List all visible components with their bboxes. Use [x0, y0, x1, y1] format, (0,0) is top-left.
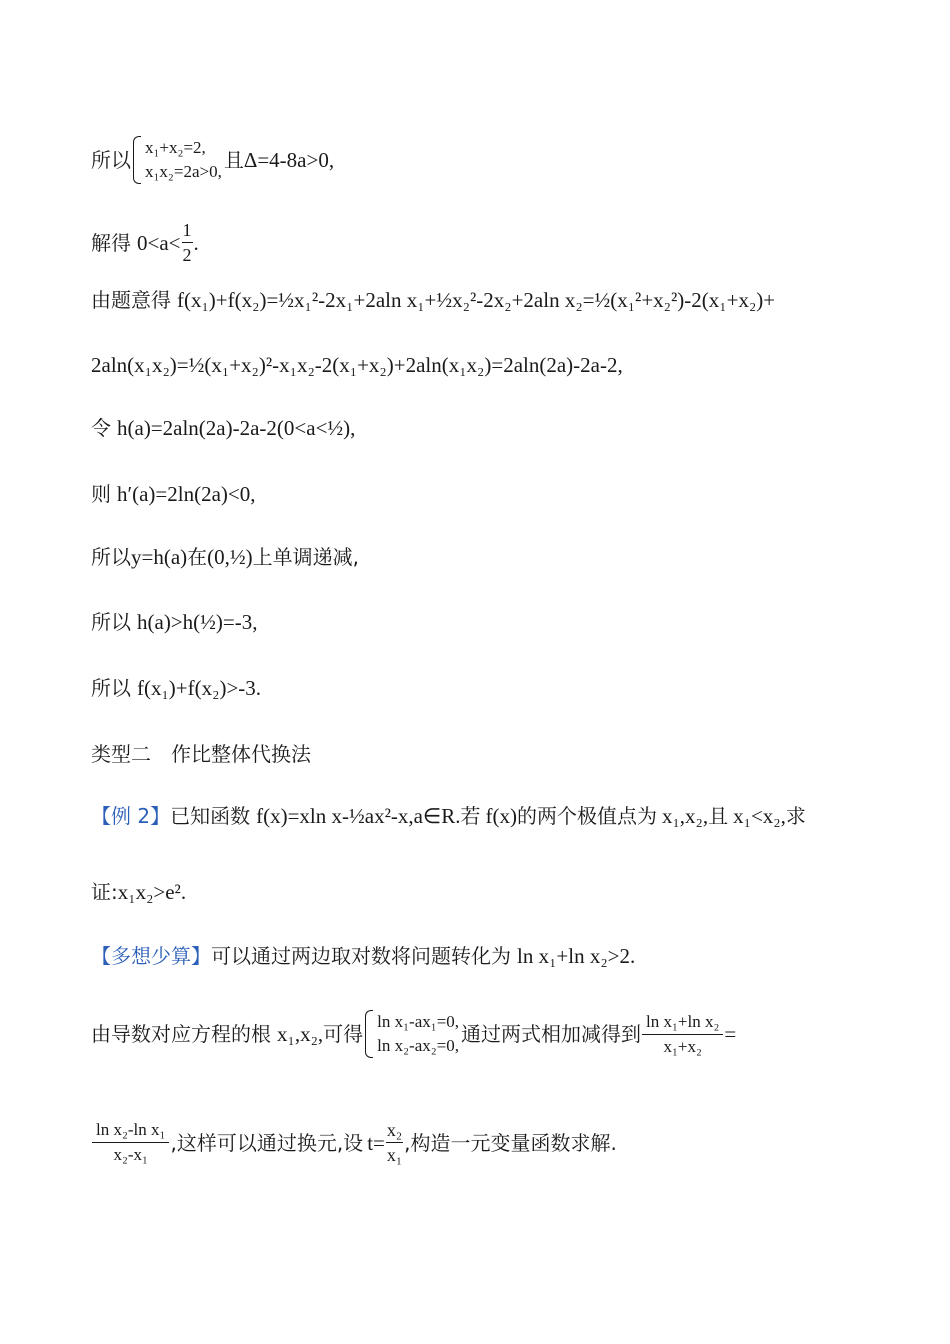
text-and: 且 [223, 148, 244, 172]
system-row-1: x₁+x₂=2, [145, 138, 206, 157]
system-row-1: ln x₁-ax₁=0, [377, 1012, 460, 1031]
text-prefix: 由题意得 [91, 288, 171, 312]
heading-title: 作比整体代换法 [171, 742, 311, 766]
line-derivative [91, 480, 255, 508]
line-substitution: $\frac{\text{ln x₂-ln x₁}}{\text{x₂-x₁}}$ ,这样可以通过换元,设 t= $\frac{\text{x₂}}{\text{x₁}}$ ,构造一元变量函数求解. [91, 1120, 617, 1165]
text-prefix: 所以 [91, 610, 131, 634]
fraction: $\frac{1}{2}$ [182, 220, 192, 265]
line-tip: 【多想少算】 可以通过两边取对数将问题转化为 ln x₁+ln x₂>2. [91, 944, 636, 968]
brace-icon [365, 1010, 373, 1058]
fraction-diff: $\frac{\text{ln x₂-ln x₁}}{\text{x₂-x₁}}$ [92, 1120, 169, 1165]
h-definition: h(a)=2aln(2a)-2a-2(0<a<½), [117, 416, 356, 440]
discriminant-expr: Δ=4-8a>0, [243, 148, 335, 172]
line-monotonic: 所以 y=h(a) 在 (0,½) 上单调递减, [91, 545, 360, 569]
interval-expr: (0,½) [207, 545, 253, 569]
function-def: f(x)=xln x-½ax²-x,a∈R. [256, 804, 461, 828]
fraction-sum: $\frac{\text{ln x₁+ln x₂}}{\text{x₁+x₂}}$ [642, 1012, 723, 1057]
tip-tag: 【多想少算】 [91, 944, 211, 968]
range-expr: 0<a< [137, 230, 181, 255]
section-heading [91, 740, 311, 768]
line-system-conditions [91, 136, 334, 184]
equation-system [365, 1010, 459, 1058]
equation-system [133, 136, 222, 184]
line-simplified-expression [91, 351, 623, 379]
text-prefix: 则 [91, 482, 111, 506]
log-expr: ln x₁+ln x₂>2. [517, 944, 636, 968]
line-prove: 证: x₁x₂>e². [91, 880, 187, 904]
text-prefix: 所以 [91, 545, 131, 569]
text-prefix: 令 [91, 416, 111, 440]
line-bound [91, 608, 257, 636]
line-solve-range: 解得 0<a< $\frac{1}{2}$ . [91, 220, 199, 265]
example-tag: 【例 2】 [91, 804, 171, 828]
heading-type: 类型二 [91, 742, 151, 766]
derivative-expr: h′(a)=2ln(2a)<0, [117, 482, 256, 506]
bound-expr: h(a)>h(½)=-3, [137, 610, 258, 634]
line-conclusion [91, 674, 261, 702]
simplified-expr: 2aln(x₁x₂)=½(x₁+x₂)²-x₁x₂-2(x₁+x₂)+2aln(x₁x₂)=2aln(2a)-2a-2, [91, 353, 623, 377]
system-row-2: x₁x₂=2a>0, [145, 162, 222, 181]
function-expr: y=h(a) [131, 545, 188, 569]
brace-icon [133, 136, 141, 184]
text-prefix: 所以 [91, 676, 131, 700]
text-prefix: 所以 [91, 148, 131, 172]
line-roots: 由导数对应方程的根 x₁,x₂, 可得 ln x₁-ax₁=0, ln x₂-ax₂=0, 通过两式相加减得到 $\frac{\text{ln x₁+ln x₂}}{\text{x₁+x₂}}$ = [91, 1010, 736, 1058]
fraction-t: $\frac{\text{x₂}}{\text{x₁}}$ [386, 1120, 403, 1165]
line-example-2: 【例 2】 已知函数 f(x)=xln x-½ax²-x,a∈R. 若 f(x) 的两个极值点为 x₁,x₂, 且 x₁<x₂, 求 [91, 804, 806, 828]
line-define-h [91, 414, 355, 442]
conclusion-expr: f(x₁)+f(x₂)>-3. [137, 676, 262, 700]
prove-expr: x₁x₂>e². [117, 880, 187, 904]
system-row-2: ln x₂-ax₂=0, [377, 1036, 460, 1055]
text-prefix: 解得 [91, 230, 131, 255]
line-sum-expression [91, 286, 775, 314]
sum-expr: f(x₁)+f(x₂)=½x₁²-2x₁+2aln x₁+½x₂²-2x₂+2aln x₂=½(x₁²+x₂²)-2(x₁+x₂)+ [177, 288, 776, 312]
